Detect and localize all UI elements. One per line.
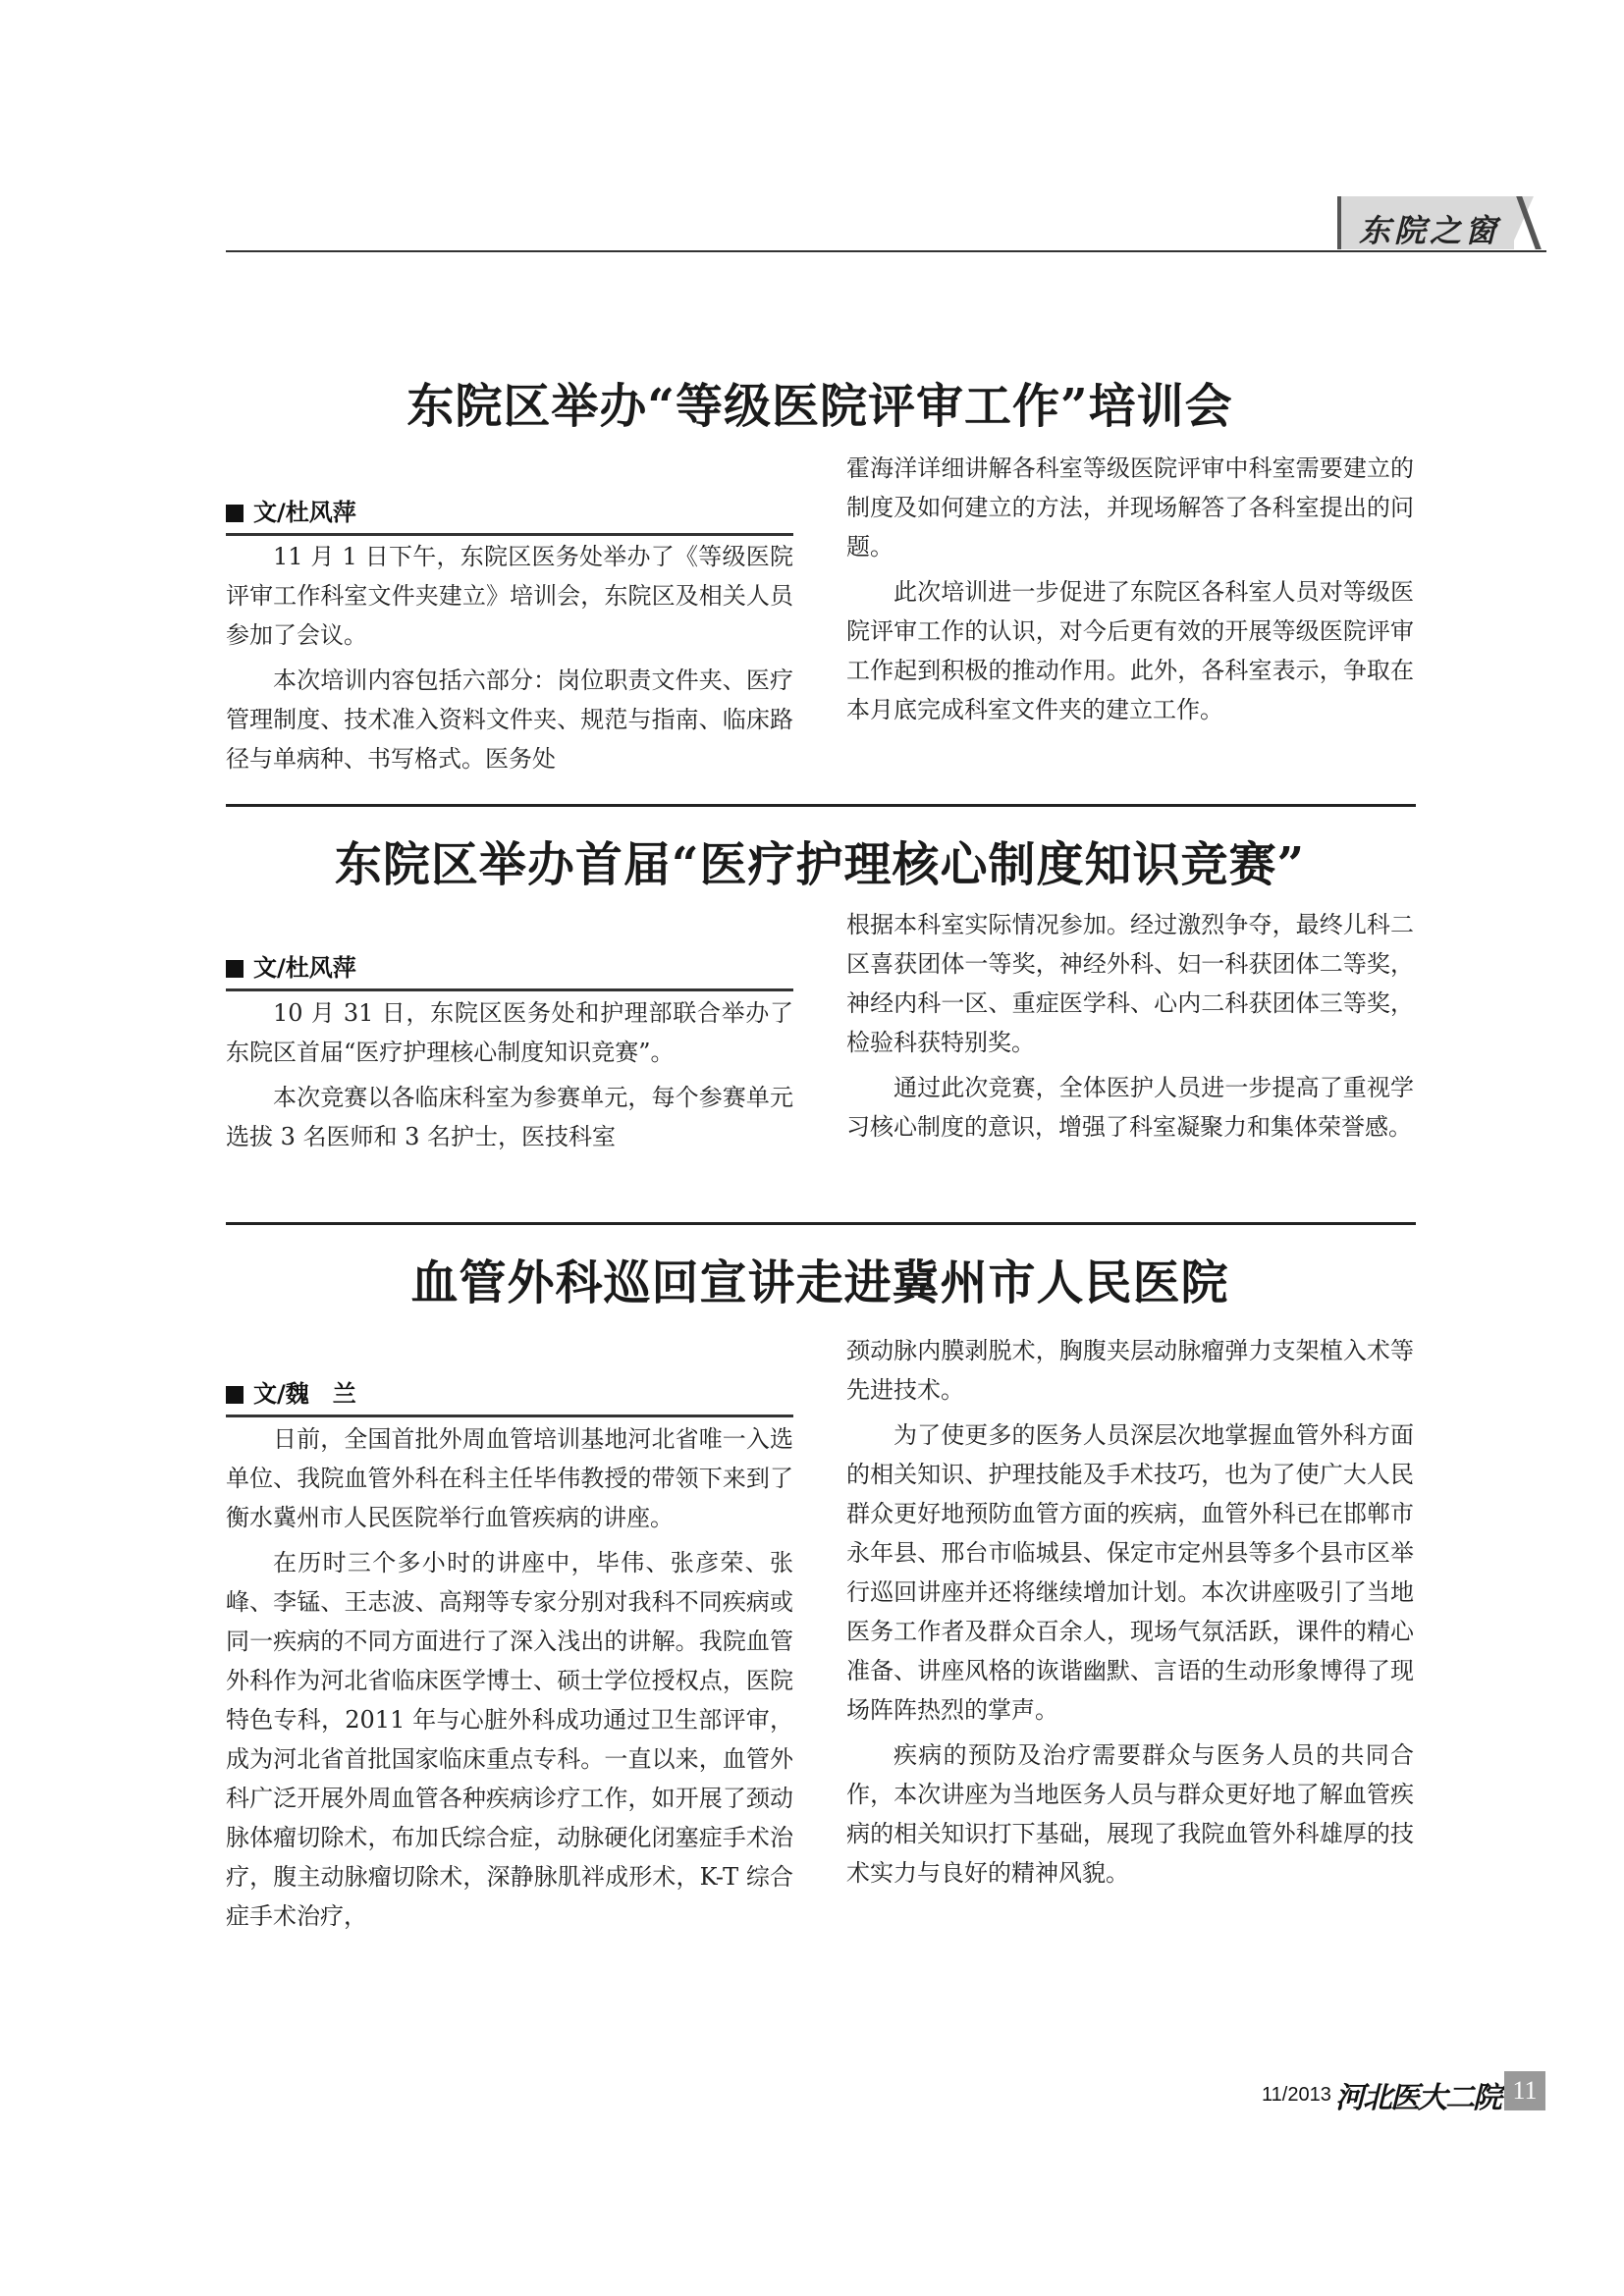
paragraph: 颈动脉内膜剥脱术，胸腹夹层动脉瘤弹力支架植入术等先进技术。 xyxy=(846,1337,1414,1404)
article-1-right-column xyxy=(846,449,1414,735)
byline-square-icon xyxy=(226,960,244,978)
paragraph: 日前，全国首批外周血管培训基地河北省唯一入选单位、我院血管外科在科主任毕伟教授的带领下来到了衡水冀州市人民医院举行血管疾病的讲座。 xyxy=(226,1425,793,1531)
paragraph: 霍海洋详细讲解各科室等级医院评审中科室需要建立的制度及如何建立的方法，并现场解答了各科室提出的问题。 xyxy=(846,454,1414,561)
paragraph: 疾病的预防及治疗需要群众与医务人员的共同合作，本次讲座为当地医务人员与群众更好地了解血管疾病的相关知识打下基础，展现了我院血管外科雄厚的技术实力与良好的精神风貌。 xyxy=(846,1741,1414,1887)
article-2-byline xyxy=(226,948,793,991)
byline-text: 文/杜风萍 xyxy=(253,954,356,982)
section-tab xyxy=(1337,196,1534,249)
article-2-title: 东院区举办首届“医疗护理核心制度知识竞赛” xyxy=(334,837,1306,892)
article-3-title: 血管外科巡回宣讲走进冀州市人民医院 xyxy=(410,1255,1229,1310)
byline-square-icon xyxy=(226,1386,244,1404)
article-3-byline xyxy=(226,1374,793,1417)
header-rule xyxy=(226,250,1546,252)
article-separator xyxy=(226,1222,1416,1225)
paragraph: 本次竞赛以各临床科室为参赛单元，每个参赛单元选拔 3 名医师和 3 名护士，医技科室 xyxy=(226,1084,793,1150)
article-1-title: 东院区举办“等级医院评审工作”培训会 xyxy=(406,379,1233,434)
article-3-left-column xyxy=(226,1419,793,1942)
article-3-right-column xyxy=(846,1331,1414,1898)
issue-date: 11/2013 xyxy=(1262,2084,1331,2106)
paragraph: 11 月 1 日下午，东院区医务处举办了《等级医院评审工作科室文件夹建立》培训会，东院区及相关人员参加了会议。 xyxy=(226,543,793,649)
article-separator xyxy=(226,804,1416,807)
magazine-logo: 河北医大二院 xyxy=(1335,2081,1500,2115)
byline-text: 文/杜风萍 xyxy=(253,499,356,526)
article-2-left-column xyxy=(226,993,793,1162)
paragraph: 本次培训内容包括六部分：岗位职责文件夹、医疗管理制度、技术准入资料文件夹、规范与指南、临床路径与单病种、书写格式。医务处 xyxy=(226,667,793,773)
paragraph: 10 月 31 日，东院区医务处和护理部联合举办了东院区首届“医疗护理核心制度知识竞赛”。 xyxy=(226,999,793,1066)
byline-text: 文/魏 兰 xyxy=(253,1380,356,1408)
paragraph: 在历时三个多小时的讲座中，毕伟、张彦荣、张峰、李锰、王志波、高翔等专家分别对我科不同疾病或同一疾病的不同方面进行了深入浅出的讲解。我院血管外科作为河北省临床医学博士、硕士学位授权点，医院特色专科，2011 年与心脏外科成功通过卫生部评审，成为河北省首批国家临床重点专科。一直以来，血管外科广泛开展外周血管各种疾病诊疗工作，如开展了颈动脉体瘤切除术，布加氏综合症，动脉硬化闭塞症手术治疗，腹主动脉瘤切除术，深静脉肌袢成形术，K-T 综合症手术治疗， xyxy=(226,1549,793,1930)
article-2-right-column xyxy=(846,905,1414,1152)
paragraph: 为了使更多的医务人员深层次地掌握血管外科方面的相关知识、护理技能及手术技巧，也为了使广大人民群众更好地预防血管方面的疾病，血管外科已在邯郸市永年县、邢台市临城县、保定市定州县等多个县市区举行巡回讲座并还将继续增加计划。本次讲座吸引了当地医务工作者及群众百余人，现场气氛活跃，课件的精心准备、讲座风格的诙谐幽默、言语的生动形象博得了现场阵阵热烈的掌声。 xyxy=(846,1421,1414,1724)
paragraph: 通过此次竞赛，全体医护人员进一步提高了重视学习核心制度的意识，增强了科室凝聚力和集体荣誉感。 xyxy=(846,1074,1414,1141)
byline-square-icon xyxy=(226,505,244,522)
section-label: 东院之窗 xyxy=(1359,212,1501,249)
page-number: 11 xyxy=(1504,2071,1545,2110)
article-1-left-column xyxy=(226,537,793,784)
paragraph: 此次培训进一步促进了东院区各科室人员对等级医院评审工作的认识，对今后更有效的开展等级医院评审工作起到积极的推动作用。此外，各科室表示，争取在本月底完成科室文件夹的建立工作。 xyxy=(846,578,1414,723)
paragraph: 根据本科室实际情况参加。经过激烈争夺，最终儿科二区喜获团体一等奖，神经外科、妇一科获团体二等奖，神经内科一区、重症医学科、心内二科获团体三等奖，检验科获特别奖。 xyxy=(846,911,1414,1056)
article-1-byline xyxy=(226,493,793,536)
